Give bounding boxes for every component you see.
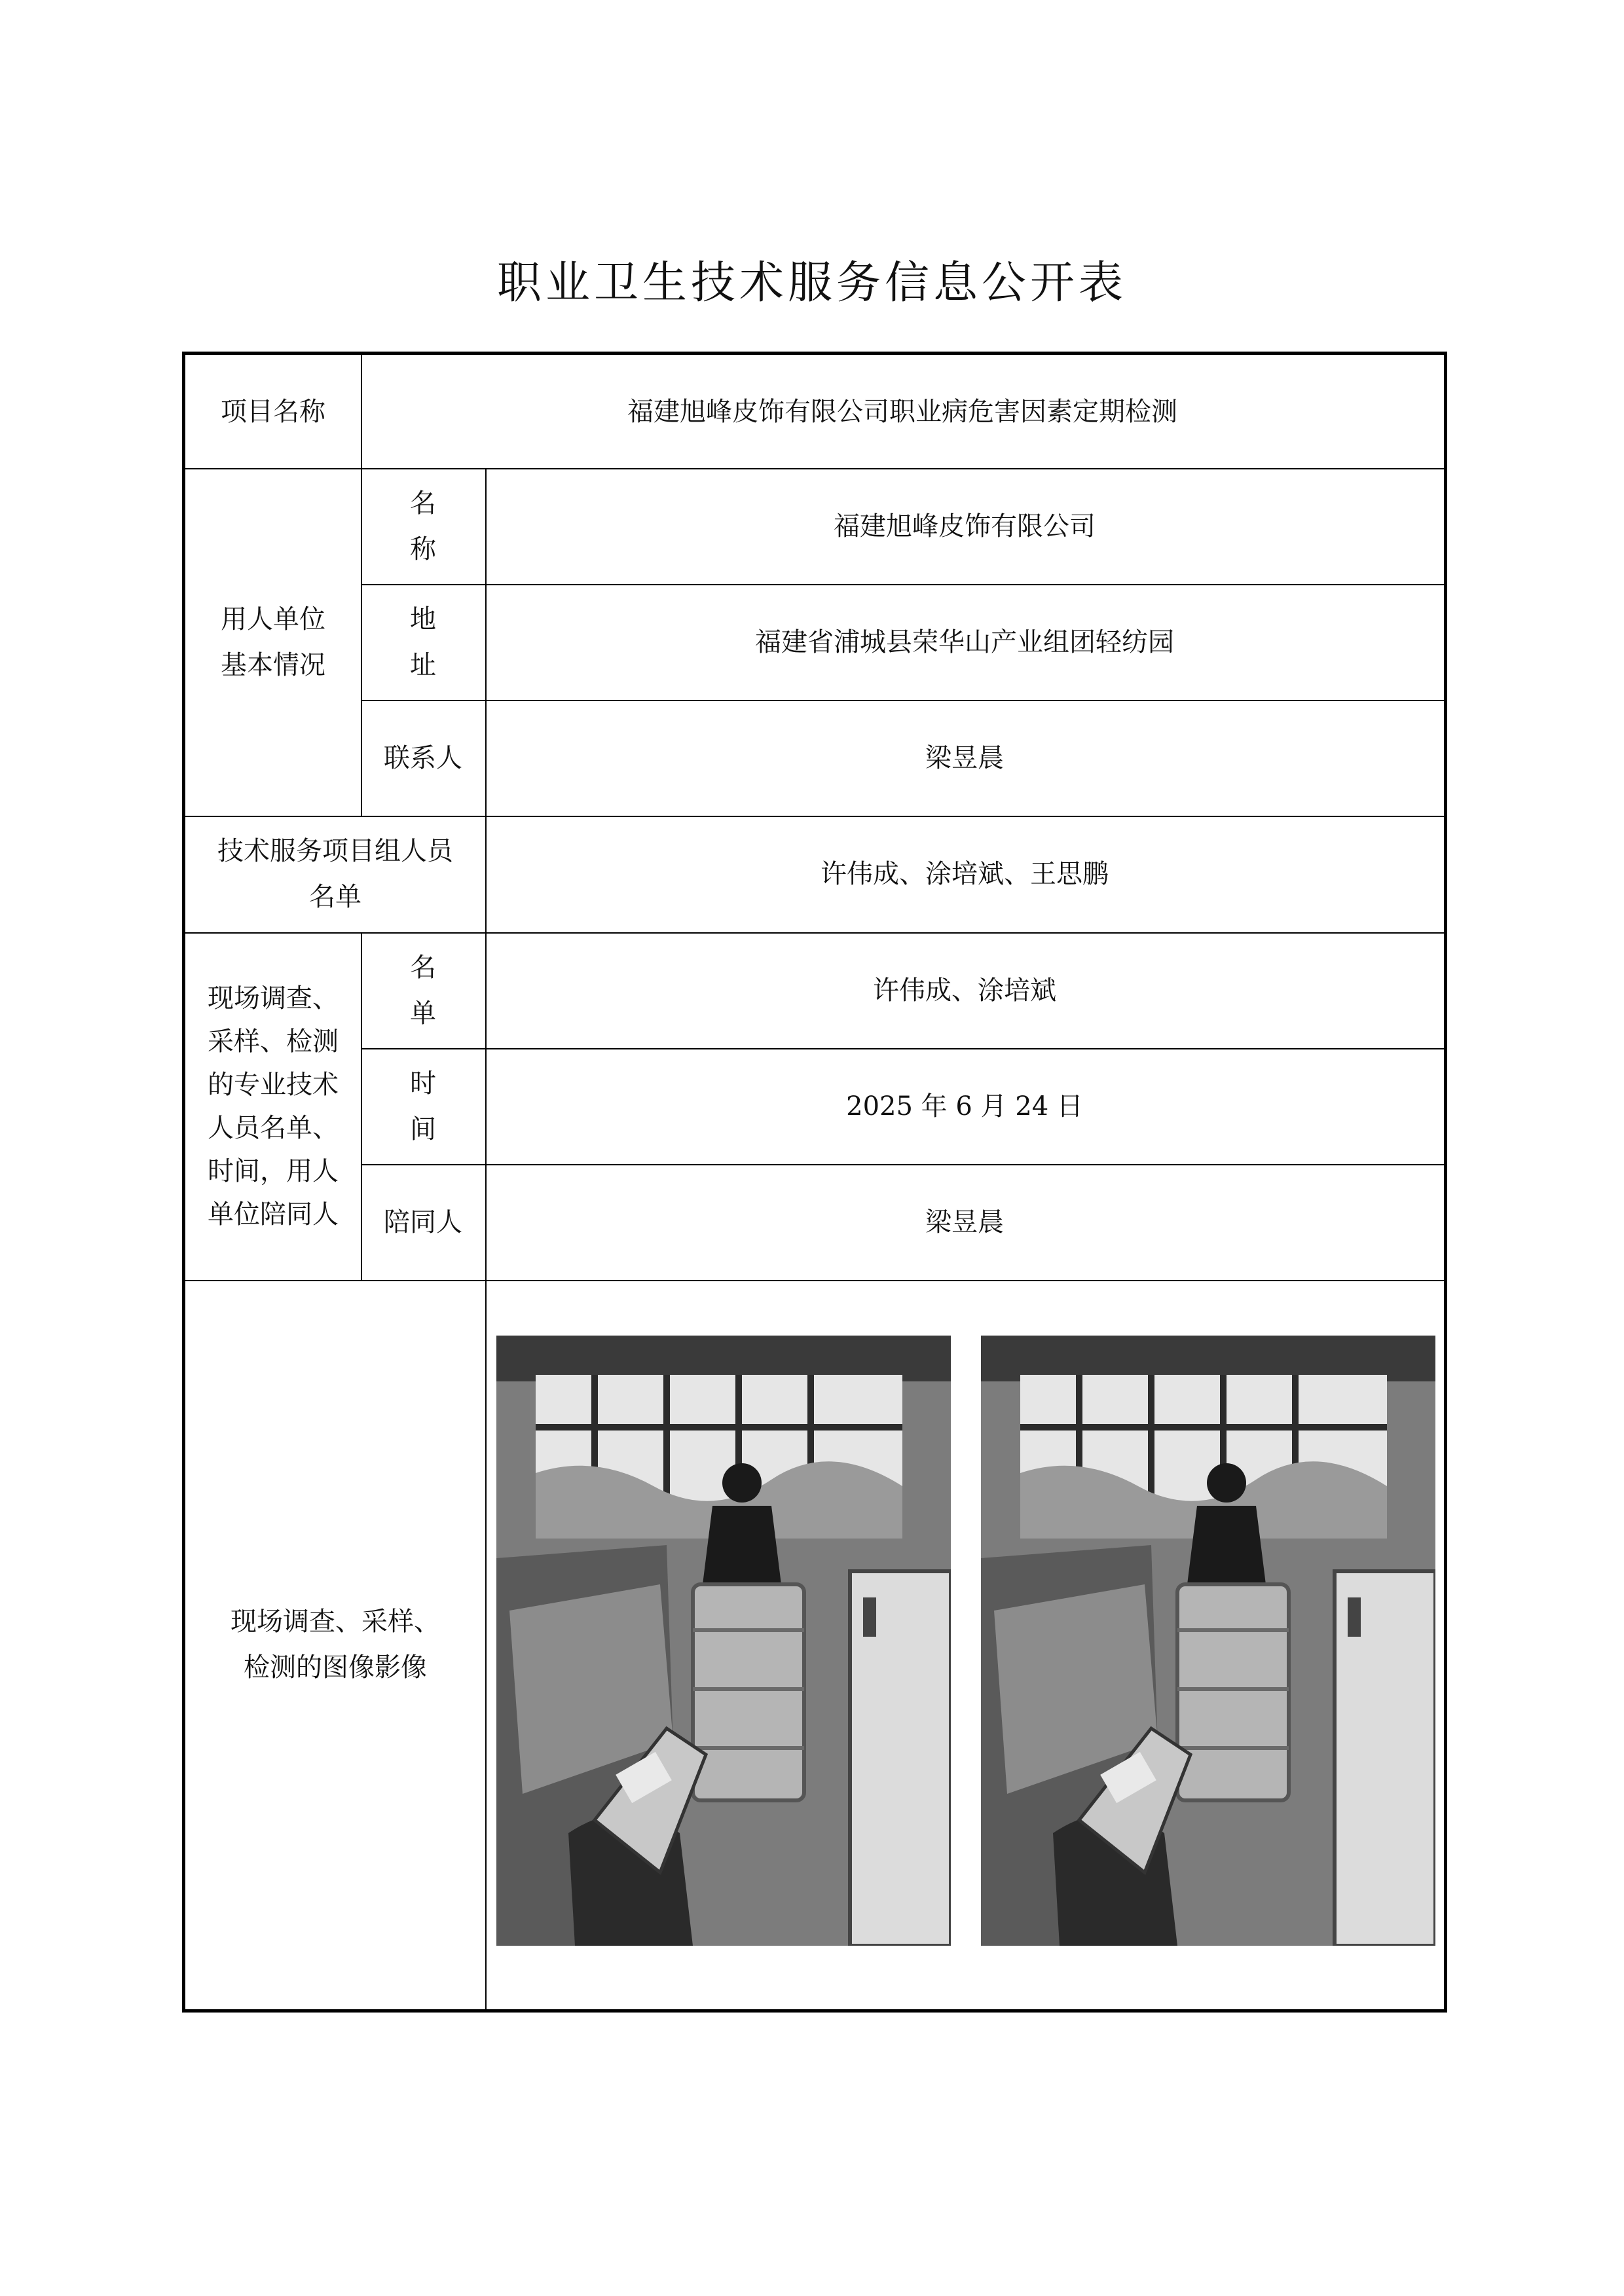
field-escort-value: 梁昱晨	[925, 1207, 1004, 1237]
employer-label: 用人单位基本情况	[221, 604, 325, 680]
project-name-label: 项目名称	[221, 396, 325, 427]
employer-name-label: 名称	[410, 488, 470, 564]
field-list-label: 名单	[410, 952, 470, 1029]
site-photo-1	[496, 1336, 951, 1946]
field-label: 现场调查、采样、检测的专业技术人员名单、时间，用人单位陪同人	[208, 983, 339, 1230]
site-photo-2	[981, 1336, 1435, 1946]
field-escort-label: 陪同人	[384, 1207, 462, 1237]
employer-name-value: 福建旭峰皮饰有限公司	[834, 511, 1096, 541]
images-label: 现场调查、采样、检测的图像影像	[231, 1607, 440, 1683]
team-label: 技术服务项目组人员名单	[217, 836, 453, 912]
field-time-value: 2025 年 6 月 24 日	[846, 1091, 1083, 1121]
employer-address-value: 福建省浦城县荣华山产业组团轻纺园	[755, 627, 1174, 657]
project-name-value: 福建旭峰皮饰有限公司职业病危害因素定期检测	[627, 396, 1177, 427]
employer-contact-label: 联系人	[384, 742, 462, 773]
field-time-label: 时间	[410, 1068, 470, 1144]
page-title: 职业卫生技术服务信息公开表	[496, 257, 1127, 309]
team-value: 许伟成、涂培斌、王思鹏	[821, 859, 1109, 889]
employer-address-label: 地址	[410, 604, 470, 680]
field-list-value: 许伟成、涂培斌	[873, 975, 1056, 1006]
employer-contact-value: 梁昱晨	[925, 742, 1004, 773]
